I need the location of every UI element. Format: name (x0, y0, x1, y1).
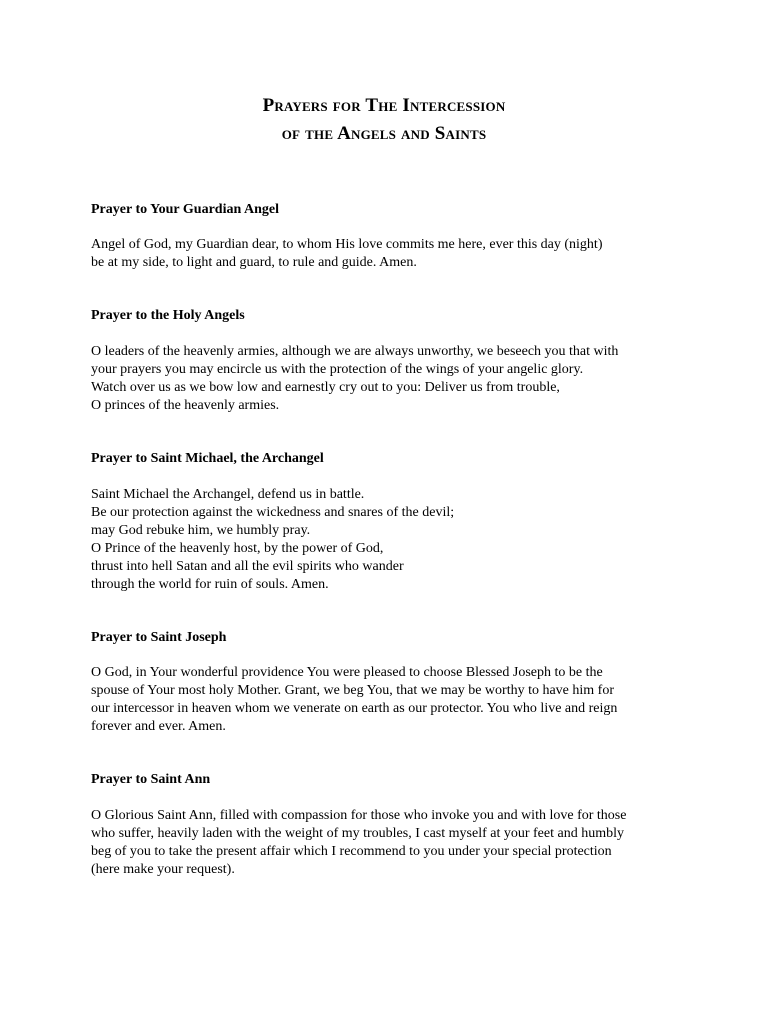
text-line: Saint Michael the Archangel, defend us in battle. (91, 487, 365, 502)
section-body-saint-ann (91, 807, 691, 879)
text-line: O leaders of the heavenly armies, although we are always unworthy, we beseech you that with (91, 344, 619, 359)
text-line: our intercessor in heaven whom we venerate on earth as our protector. You who live and reign (91, 701, 618, 716)
text-line: (here make your request). (91, 862, 235, 877)
section-body-guardian-angel (91, 236, 691, 272)
section-heading-saint-joseph: Prayer to Saint Joseph (91, 630, 227, 645)
section-body-saint-joseph (91, 664, 691, 736)
text-line: thrust into hell Satan and all the evil spirits who wander (91, 559, 404, 574)
text-line: beg of you to take the present affair which I recommend to you under your special protection (91, 844, 612, 859)
text-line: through the world for ruin of souls. Amen. (91, 577, 329, 592)
text-line: O Glorious Saint Ann, filled with compassion for those who invoke you and with love for those (91, 808, 627, 823)
text-line: Watch over us as we bow low and earnestly cry out to you: Deliver us from trouble, (91, 380, 560, 395)
text-line: be at my side, to light and guard, to rule and guide. Amen. (91, 255, 417, 270)
section-heading-holy-angels: Prayer to the Holy Angels (91, 308, 245, 323)
section-heading-saint-michael: Prayer to Saint Michael, the Archangel (91, 451, 324, 466)
text-line: O God, in Your wonderful providence You were pleased to choose Blessed Joseph to be the (91, 665, 603, 680)
text-line: Angel of God, my Guardian dear, to whom His love commits me here, ever this day (night) (91, 237, 603, 252)
page-title-line-1: Prayers for The Intercession (262, 95, 506, 116)
page-title-line-2: of the Angels and Saints (281, 123, 487, 144)
text-line: O Prince of the heavenly host, by the power of God, (91, 541, 384, 556)
section-body-holy-angels (91, 343, 691, 415)
text-line: your prayers you may encircle us with the protection of the wings of your angelic glory. (91, 362, 584, 377)
text-line: Be our protection against the wickedness and snares of the devil; (91, 505, 455, 520)
text-line: may God rebuke him, we humbly pray. (91, 523, 311, 538)
section-heading-guardian-angel: Prayer to Your Guardian Angel (91, 202, 279, 217)
section-body-saint-michael (91, 486, 691, 594)
text-line: spouse of Your most holy Mother. Grant, we beg You, that we may be worthy to have him for (91, 683, 615, 698)
section-heading-saint-ann: Prayer to Saint Ann (91, 772, 211, 787)
text-line: who suffer, heavily laden with the weight of my troubles, I cast myself at your feet and humbly (91, 826, 624, 841)
text-line: O princes of the heavenly armies. (91, 398, 280, 413)
text-line: forever and ever. Amen. (91, 719, 226, 734)
